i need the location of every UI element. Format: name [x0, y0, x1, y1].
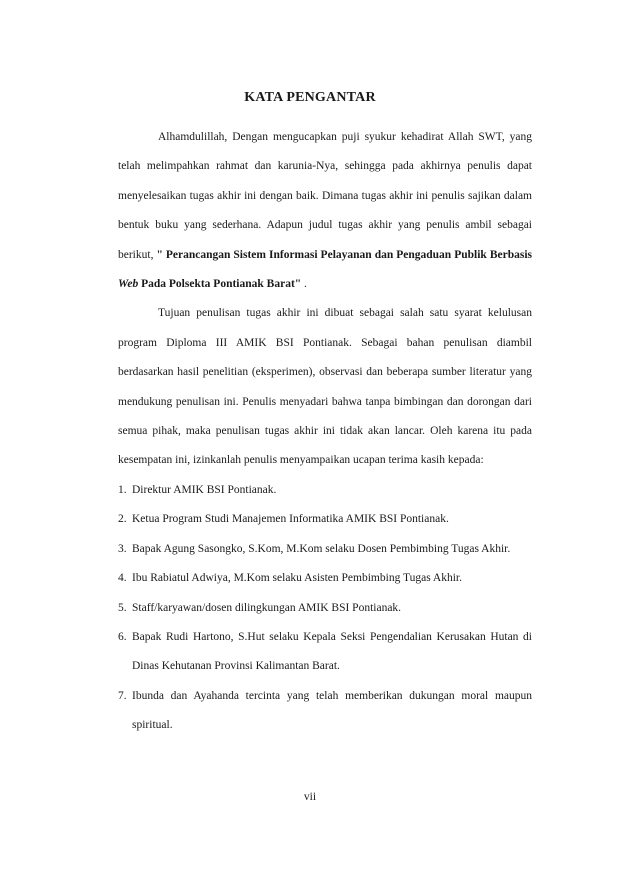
paragraph-intro-end: . [301, 278, 307, 291]
list-item [118, 476, 532, 505]
thesis-title-part-b: Pada Polsekta Pontianak Barat" [138, 278, 302, 291]
list-item [118, 505, 532, 534]
list-item-text: Ibunda dan Ayahanda tercinta yang telah memberikan dukungan moral maupun spiritual. [132, 689, 532, 732]
list-item-number: 7. [118, 689, 127, 702]
list-item-number: 4. [118, 572, 127, 585]
list-item-text: Bapak Rudi Hartono, S.Hut selaku Kepala Seksi Pengendalian Kerusakan Hutan di Dinas Kehutanan Provinsi Kalimantan Barat. [132, 630, 532, 673]
list-item-number: 2. [118, 513, 127, 526]
list-item-number: 5. [118, 601, 127, 614]
list-item [118, 594, 532, 623]
paragraph-intro [118, 123, 532, 299]
list-item [118, 564, 532, 593]
list-item-text: Staff/karyawan/dosen dilingkungan AMIK BSI Pontianak. [132, 601, 402, 614]
list-item [118, 682, 532, 741]
list-item-text: Bapak Agung Sasongko, S.Kom, M.Kom selaku Dosen Pembimbing Tugas Akhir. [132, 542, 511, 555]
list-item-number: 3. [118, 542, 127, 555]
page-number: vii [303, 791, 317, 803]
paragraph-purpose: Tujuan penulisan tugas akhir ini dibuat sebagai salah satu syarat kelulusan program Diploma III AMIK BSI Pontianak. Sebagai bahan penulisan diambil berdasarkan hasil penelitian (eksperimen), observasi dan beberapa sumber literatur yang mendukung penulisan ini. Penulis menyadari bahwa tanpa bimbingan dan dorongan dari semua pihak, maka penulisan tugas akhir ini tidak akan lancar. Oleh karena itu pada kesempatan ini, izinkanlah penulis menyampaikan ucapan terima kasih kepada: [118, 307, 532, 467]
document-body [118, 123, 532, 741]
list-item-number: 6. [118, 630, 127, 643]
list-item [118, 623, 532, 682]
list-item-text: Direktur AMIK BSI Pontianak. [132, 483, 277, 496]
list-item [118, 535, 532, 564]
list-item-text: Ketua Program Studi Manajemen Informatika AMIK BSI Pontianak. [132, 513, 449, 526]
list-item-text: Ibu Rabiatul Adwiya, M.Kom selaku Asisten Pembimbing Tugas Akhir. [132, 572, 462, 585]
acknowledgement-list [118, 476, 532, 741]
list-item-number: 1. [118, 483, 127, 496]
page-title: KATA PENGANTAR [244, 90, 376, 105]
paragraph-intro-text: Alhamdulillah, Dengan mengucapkan puji syukur kehadirat Allah SWT, yang telah melimpahkan rahmat dan karunia-Nya, sehingga pada akhirnya penulis dapat menyelesaikan tugas akhir ini dengan baik. Dimana tugas akhir ini penulis sajikan dalam bentuk buku yang sederhana. Adapun judul tugas akhir yang penulis ambil sebagai berikut, [118, 131, 532, 261]
thesis-title-part-a: " Perancangan Sistem Informasi Pelayanan dan Pengaduan Publik Berbasis [156, 248, 533, 261]
thesis-title-web: Web [118, 278, 139, 291]
